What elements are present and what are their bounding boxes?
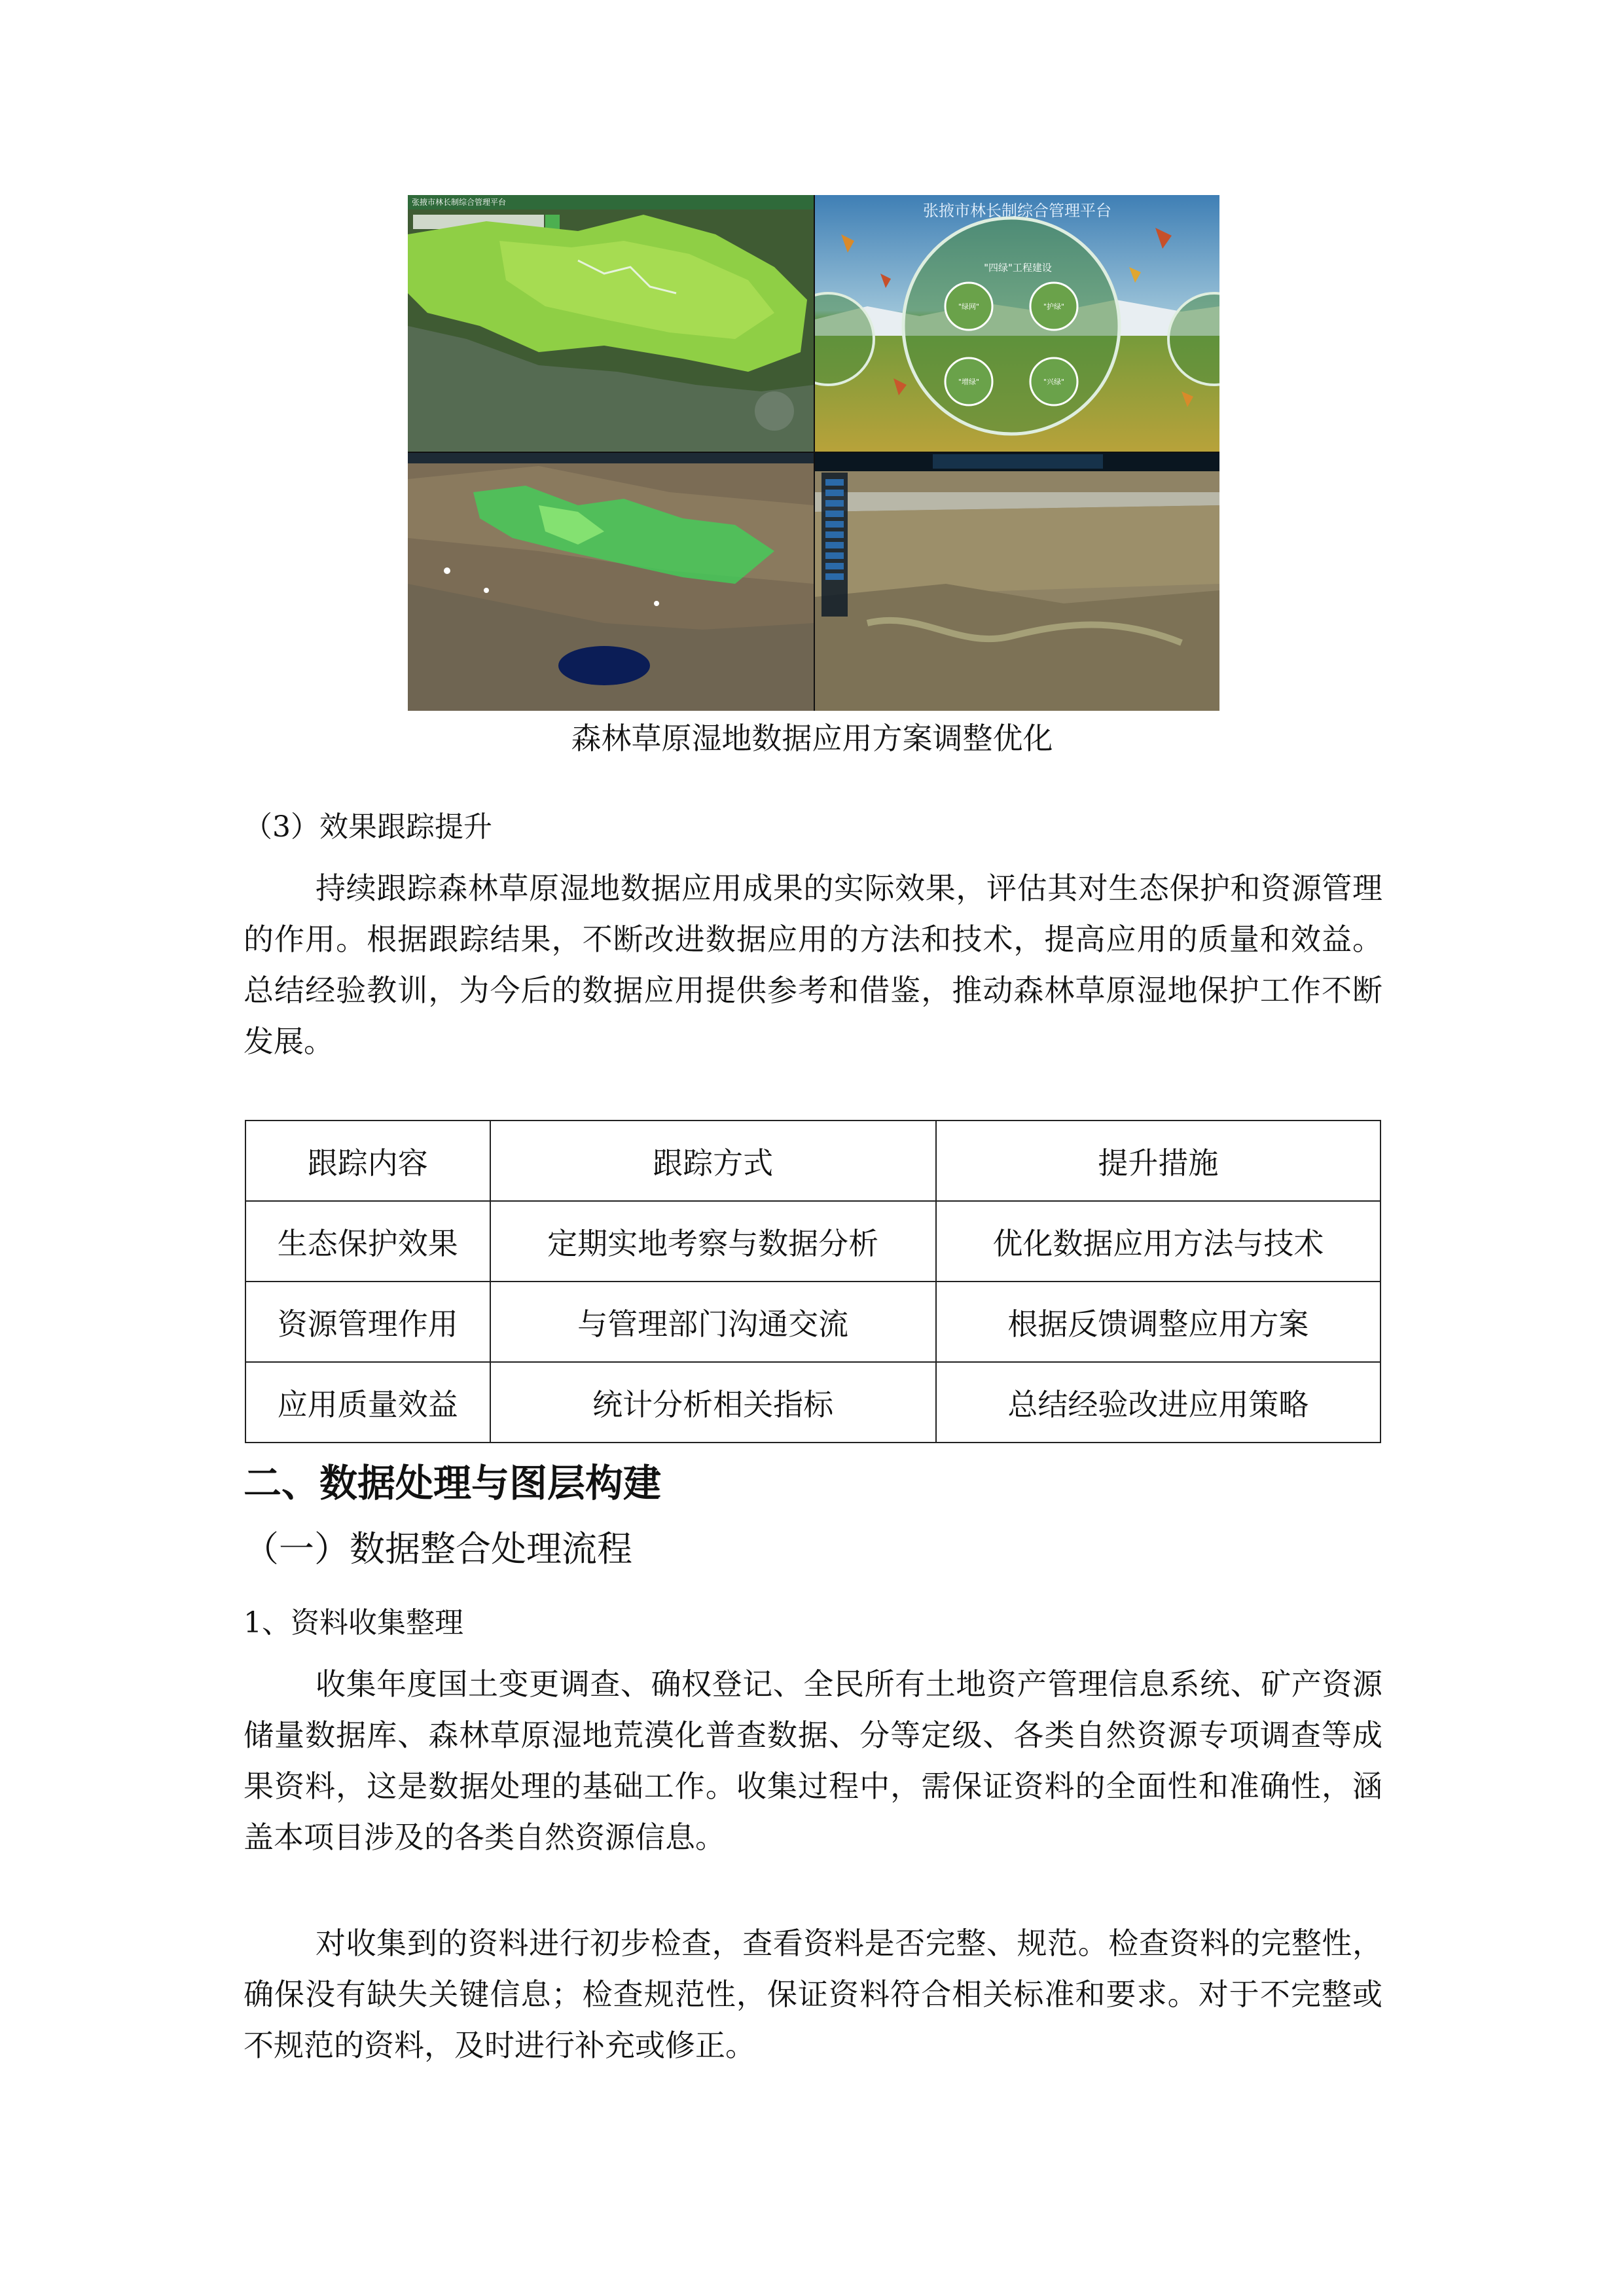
item-heading: 1、资料收集整理	[244, 1606, 463, 1640]
section-heading-tracking: （3）效果跟踪提升	[244, 810, 492, 844]
table-row	[245, 1282, 1380, 1362]
figure-caption: 森林草原湿地数据应用方案调整优化	[571, 721, 1053, 756]
table-header-row	[245, 1121, 1380, 1201]
node-label-3: "增绿"	[958, 378, 980, 386]
table-row	[245, 1201, 1380, 1282]
table-cell: 优化数据应用方法与技术	[936, 1201, 1380, 1282]
map-panel-forest-management	[408, 195, 814, 452]
node-label-1: "绿网"	[958, 302, 980, 311]
four-green-center-label: "四绿"工程建设	[984, 262, 1052, 274]
table-header-cell: 提升措施	[936, 1121, 1380, 1201]
table-cell: 统计分析相关指标	[490, 1362, 936, 1443]
dashboard-background	[815, 195, 1219, 452]
platform-screenshot-figure	[408, 195, 1219, 711]
collection-paragraph-2: 对收集到的资料进行初步检查，查看资料是否完整、规范。检查资料的完整性，确保没有缺失关键信息；检查规范性，保证资料符合相关标准和要求。对于不完整或不规范的资料，及时进行补充或修正。	[244, 1926, 1382, 2063]
green-map-image	[408, 195, 814, 452]
terrain-image	[815, 453, 1219, 711]
panel2-title: 张掖市林长制综合管理平台	[923, 202, 1111, 220]
chapter-title: 二、数据处理与图层构建	[244, 1461, 662, 1505]
table-cell: 定期实地考察与数据分析	[490, 1201, 936, 1282]
table-cell: 资源管理作用	[245, 1282, 490, 1362]
satellite-map-image	[408, 453, 814, 711]
table-cell: 总结经验改进应用策略	[936, 1362, 1380, 1443]
panel1-title: 张掖市林长制综合管理平台	[412, 198, 507, 207]
node-label-2: "护绿"	[1043, 302, 1065, 311]
table-cell: 生态保护效果	[245, 1201, 490, 1282]
satellite-panel-vegetation	[408, 453, 814, 711]
table-header-cell: 跟踪方式	[490, 1121, 936, 1201]
collection-paragraph-1: 收集年度国土变更调查、确权登记、全民所有土地资产管理信息系统、矿产资源储量数据库、森林草原湿地荒漠化普查数据、分等定级、各类自然资源专项调查等成果资料，这是数据处理的基础工作。收集过程中，需保证资料的全面性和准确性，涵盖本项目涉及的各类自然资源信息。	[244, 1666, 1382, 1855]
table-cell: 根据反馈调整应用方案	[936, 1282, 1380, 1362]
terrain-panel-3d	[815, 453, 1219, 711]
dashboard-panel-four-green	[815, 195, 1219, 452]
subsection-title: （一）数据整合处理流程	[244, 1528, 632, 1570]
table-row	[245, 1362, 1380, 1443]
table-cell: 与管理部门沟通交流	[490, 1282, 936, 1362]
node-label-4: "兴绿"	[1043, 378, 1065, 386]
tracking-table	[245, 1120, 1381, 1443]
table-header-cell: 跟踪内容	[245, 1121, 490, 1201]
table-cell: 应用质量效益	[245, 1362, 490, 1443]
tracking-paragraph: 持续跟踪森林草原湿地数据应用成果的实际效果，评估其对生态保护和资源管理的作用。根据跟踪结果，不断改进数据应用的方法和技术，提高应用的质量和效益。总结经验教训，为今后的数据应用提供参考和借鉴，推动森林草原湿地保护工作不断发展。	[244, 870, 1382, 1059]
